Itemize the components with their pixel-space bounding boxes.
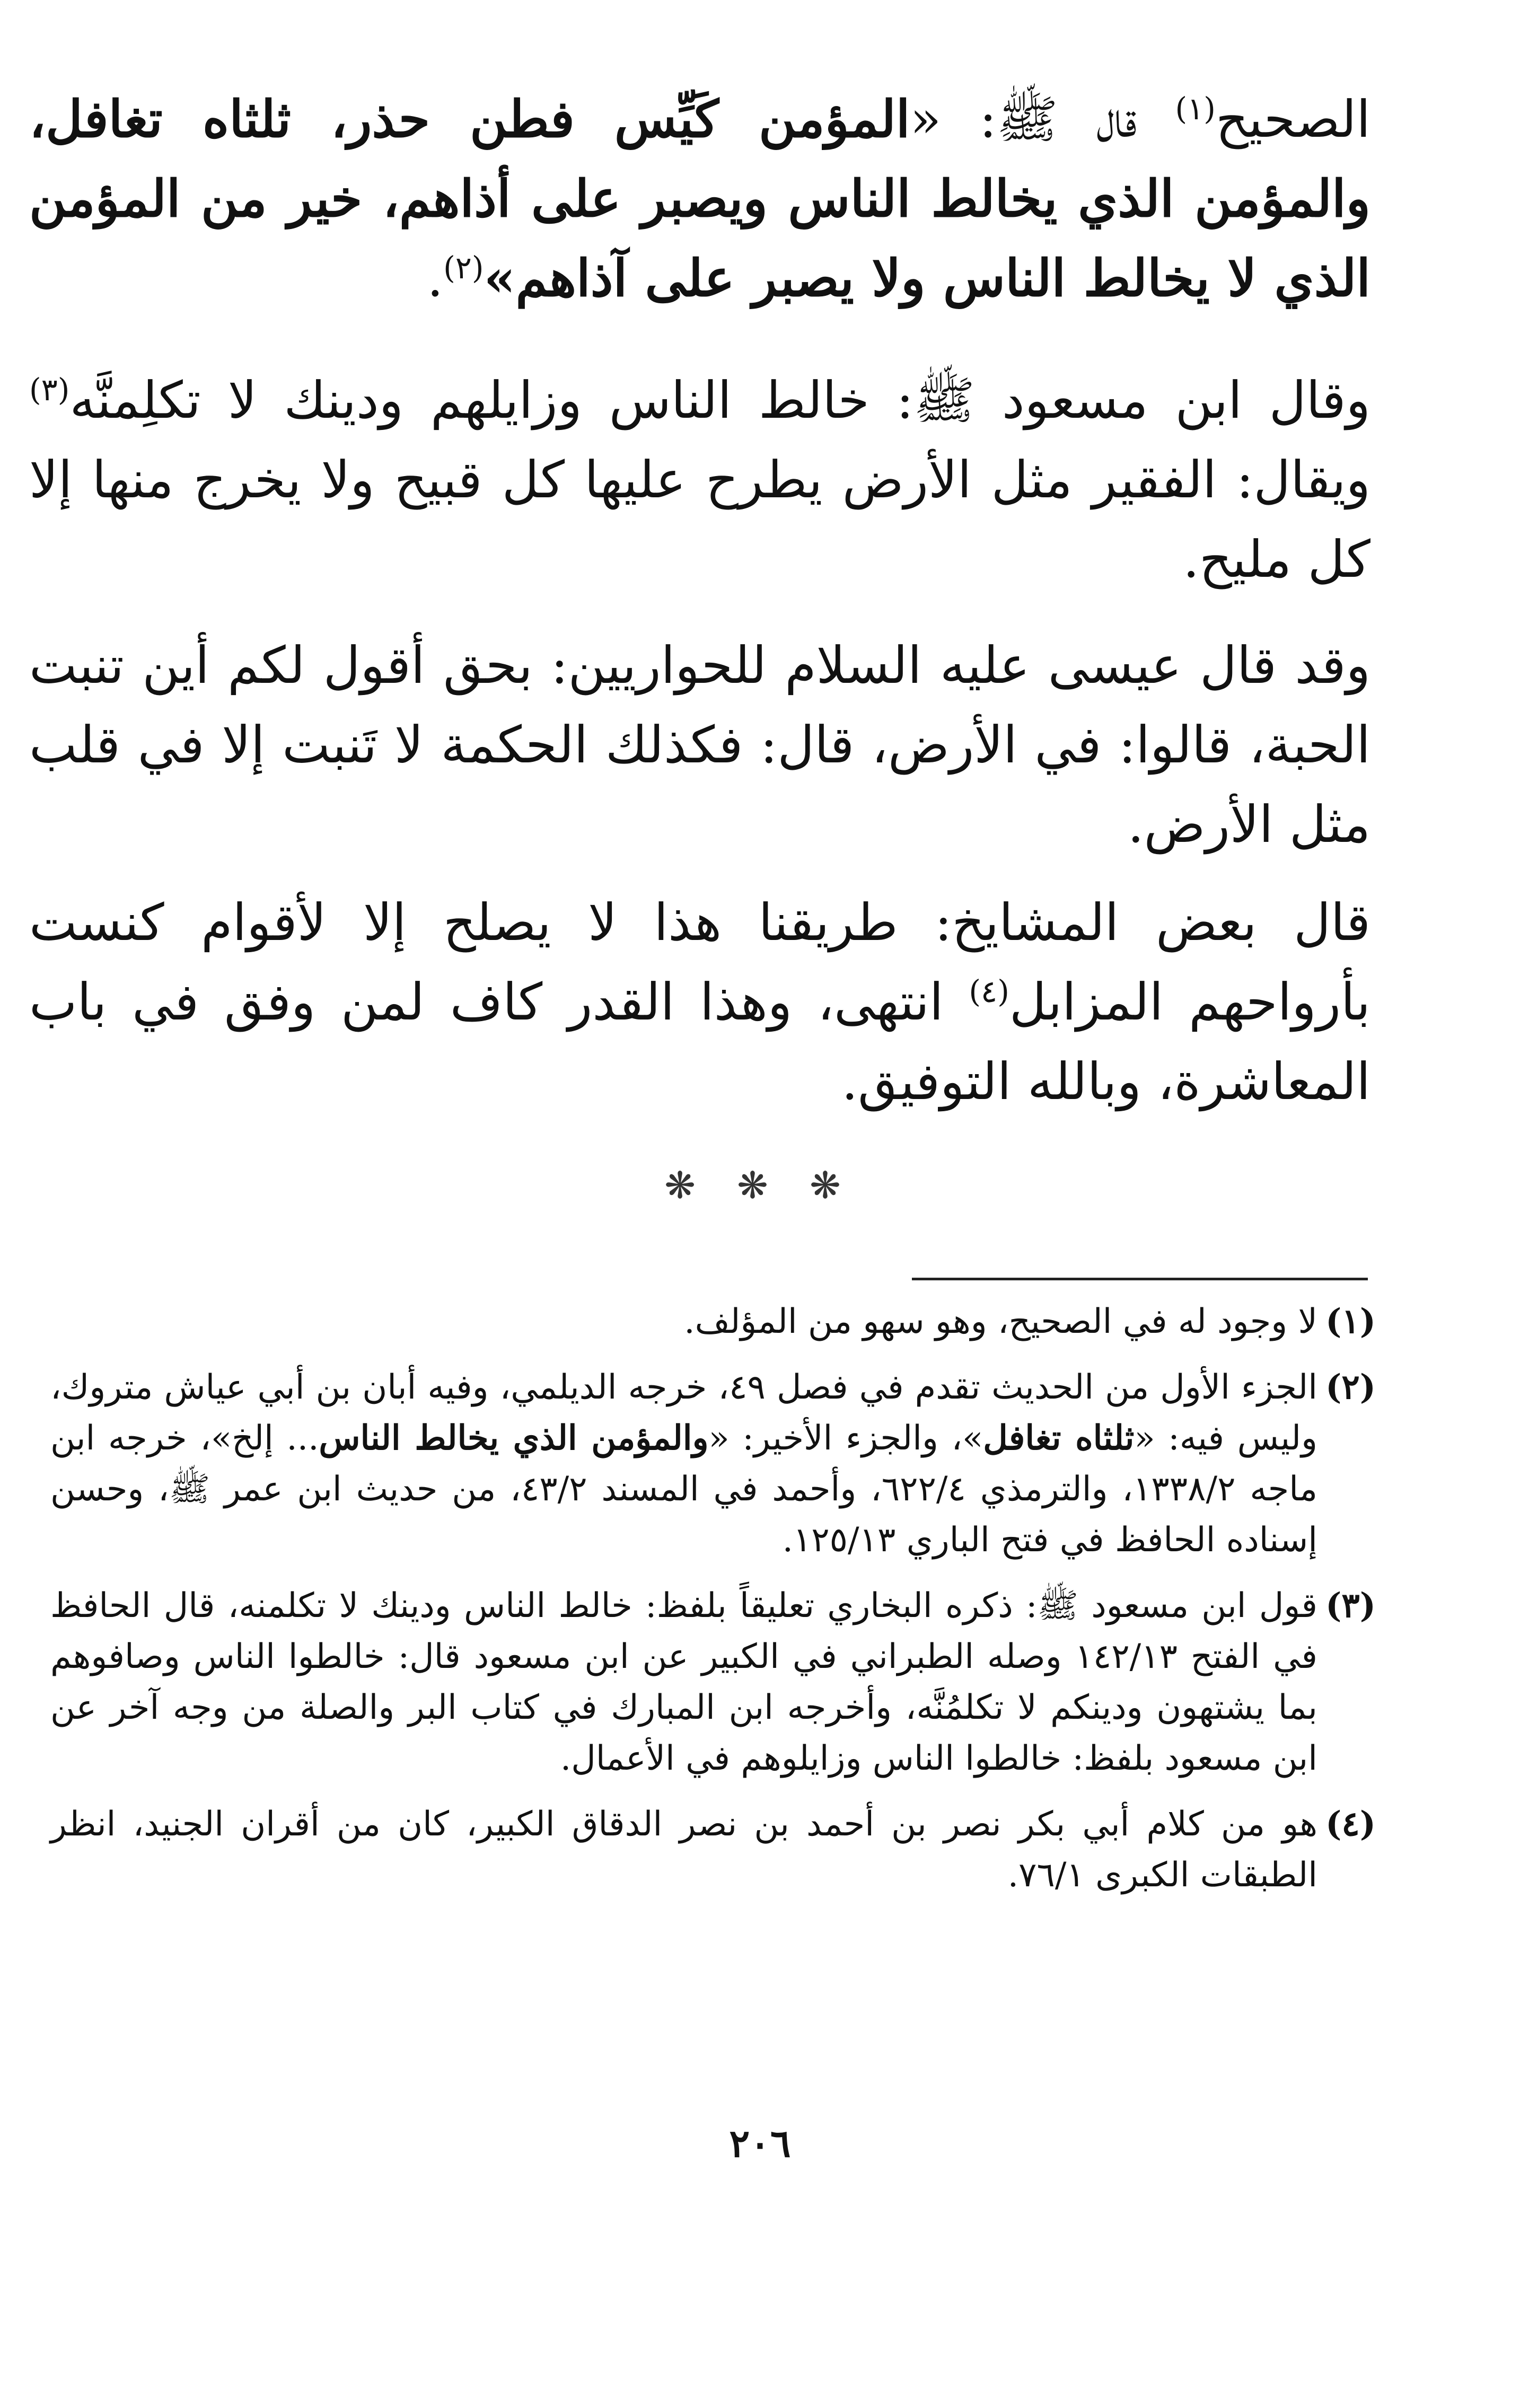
footnote-number: (٢) — [1325, 1367, 1376, 1407]
footnote-text — [50, 1362, 1317, 1566]
footnote-2 — [50, 1362, 1376, 1566]
footnote-divider-line — [912, 1278, 1368, 1280]
paragraph-2 — [29, 361, 1370, 599]
paragraph-2-text-continued: ويقال: الفقير مثل الأرض يطرح عليها كل قبيح ولا يخرج منها إلا كل مليح. — [29, 450, 1370, 589]
hadith-close-quote: » — [484, 248, 516, 308]
footnote-ref-2: (٢) — [443, 250, 484, 286]
hadith-text: المؤمن كَيِّس فطن حذر، ثلثاه تغافل، والمؤمن الذي يخالط الناس ويصبر على أذاهم، خير من المؤمن الذي لا يخالط الناس ولا يصبر على آذاهم — [29, 89, 1370, 308]
footnote-ref-1: (١) — [1175, 91, 1216, 127]
footnote-text: لا وجود له في الصحيح، وهو سهو من المؤلف. — [684, 1302, 1317, 1341]
paragraph-1 — [29, 80, 1370, 318]
section-separator-stars: ❋ ❋ ❋ — [664, 1164, 856, 1207]
footnote-number: (٤) — [1325, 1804, 1376, 1844]
footnote-number: (١) — [1325, 1302, 1376, 1341]
paragraph-1-said: قال ﷺ: « — [910, 90, 1175, 149]
footnote-text: هو من كلام أبي بكر نصر بن أحمد بن نصر الدقاق الكبير، كان من أقران الجنيد، انظر الطبقات الكبرى ٧٦/١. — [50, 1805, 1317, 1895]
footnote-4 — [50, 1799, 1376, 1901]
paragraph-3 — [29, 626, 1370, 864]
paragraph-4-text-continued: انتهى، وهذا القدر كاف لمن وفق في باب المعاشرة، وبالله التوفيق. — [29, 972, 1370, 1111]
paragraph-1-end: . — [427, 249, 444, 308]
paragraph-2-text: وقال ابن مسعود ﷺ: خالط الناس وزايلهم ودينك لا تكلِمنَّه — [69, 371, 1370, 430]
footnote-2-text-c: ... إلخ»، خرجه ابن ماجه ١٣٣٨/٢، والترمذي ٦٢٢/٤، وأحمد في المسند ٤٣/٢، من حديث ابن عمر ﷺ، وحسن إسناده الحافظ في فتح الباري ١٢٥/١٣. — [50, 1419, 1318, 1560]
footnotes-section — [50, 1296, 1376, 1915]
page-number: ٢٠٦ — [729, 2121, 791, 2166]
footnote-3 — [50, 1580, 1376, 1784]
footnote-2-bold-b: والمؤمن الذي يخالط الناس — [319, 1418, 709, 1458]
footnote-text: قول ابن مسعود ﷺ: ذكره البخاري تعليقاً بلفظ: خالط الناس ودينك لا تكلمنه، قال الحافظ في الفتح ١٤٢/١٣ وصله الطبراني في الكبير عن ابن مسعود قال: خالطوا الناس وصافوهم بما يشتهون ودينكم لا تكلمُنَّه، وأخرجه ابن المبارك في كتاب البر والصلة من وجه آخر عن ابن مسعود بلفظ: خالطوا الناس وزايلوهم في الأعمال. — [50, 1586, 1318, 1778]
paragraph-3-text: وقد قال عيسى عليه السلام للحواريين: بحق أقول لكم أين تنبت الحبة، قالوا: في الأرض، قال: فكذلك الحكمة لا تَنبت إلا في قلب مثل الأرض. — [29, 636, 1371, 854]
footnote-ref-3: (٣) — [29, 372, 70, 408]
footnote-2-text-b: »، والجزء الأخير: « — [708, 1419, 983, 1458]
paragraph-4-text: قال بعض المشايخ: طريقنا هذا لا يصلح إلا لأقوام كنست بأرواحهم المزابل — [29, 893, 1371, 1032]
paragraph-4 — [29, 883, 1370, 1121]
footnote-ref-4: (٤) — [969, 973, 1009, 1009]
footnote-number: (٣) — [1325, 1586, 1376, 1625]
footnote-2-bold-a: ثلثاه تغافل — [983, 1418, 1135, 1458]
footnote-1 — [50, 1296, 1376, 1347]
footnote-2-text-a: الجزء الأول من الحديث تقدم في فصل ٤٩، خرجه الديلمي، وفيه أبان بن أبي عياش متروك، وليس فيه: « — [50, 1368, 1318, 1458]
paragraph-1-intro: الصحيح — [1215, 90, 1371, 149]
